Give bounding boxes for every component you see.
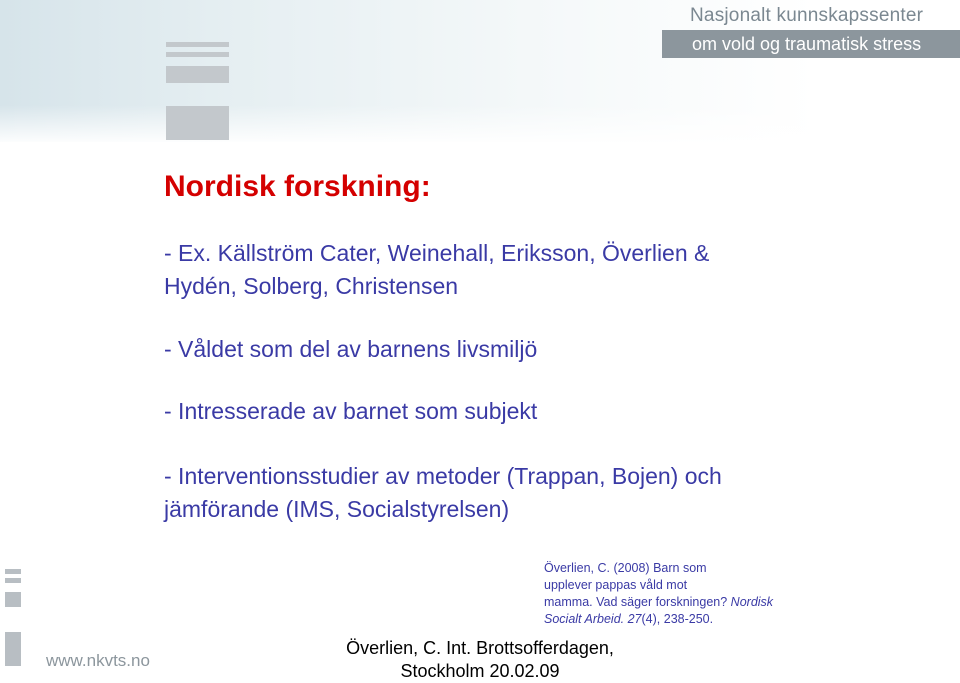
decorative-bar [5,569,21,574]
citation-line: upplever pappas våld mot [544,578,688,592]
organization-name: Nasjonalt kunnskapssenter [690,5,924,26]
website-link[interactable]: www.nkvts.no [46,651,150,670]
citation-line: Överlien, C. (2008) Barn som [544,561,707,575]
bullet-child-subject [164,395,537,428]
citation-journal: Nordisk [730,595,774,609]
bullet-interventions [164,460,722,526]
decorative-bar [166,52,229,57]
decorative-bar [5,592,21,607]
bullet-line: - Våldet som del av barnens livsmiljö [164,336,538,362]
presenter-info [300,637,660,683]
presenter-line: Stockholm 20.02.09 [400,661,560,681]
organization-subtitle: om vold og traumatisk stress [662,30,960,58]
decorative-bar [5,578,21,583]
bullet-line: - Ex. Källström Cater, Weinehall, Eriksson, Överlien & [164,240,710,266]
citation-line [544,594,814,611]
citation-text: mamma. Vad säger forskningen? [544,595,731,609]
bullet-violence [164,333,537,366]
citation [544,560,814,628]
bullet-line: Hydén, Solberg, Christensen [164,273,459,299]
bullet-line: - Interventionsstudier av metoder (Trappan, Bojen) och [164,463,722,489]
presenter-line: Överlien, C. Int. Brottsofferdagen, [346,638,614,658]
decorative-bar [166,106,229,140]
citation-line [544,611,814,628]
bullet-line: jämförande (IMS, Socialstyrelsen) [164,496,510,522]
decorative-bar [166,66,229,83]
citation-journal: Socialt Arbeid. 27 [544,612,642,626]
citation-pages: (4), 238-250. [641,612,714,626]
decorative-bar [166,42,229,47]
bullet-researchers [164,237,709,303]
slide-title: Nordisk forskning: [164,170,431,203]
bullet-line: - Intresserade av barnet som subjekt [164,398,538,424]
header-banner-fade [0,105,960,145]
decorative-bar [5,632,21,666]
